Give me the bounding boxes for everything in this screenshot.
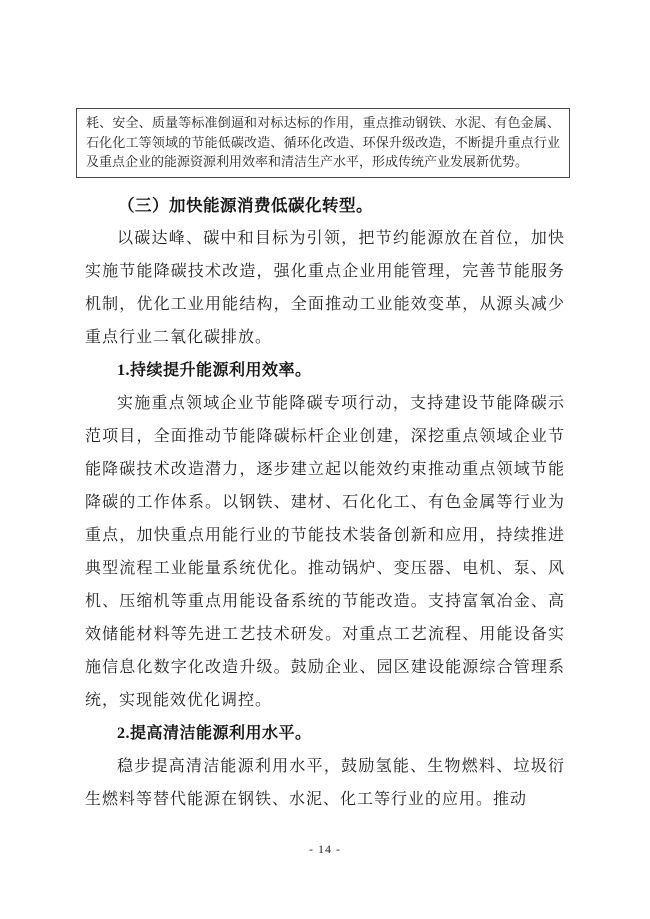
section-heading: （三）加快能源消费低碳化转型。 — [118, 195, 373, 215]
page-content — [85, 108, 565, 816]
subheading-1: 1.持续提升能源利用效率。 — [117, 361, 312, 379]
subheading-2: 2.提高清洁能源利用水平。 — [117, 724, 312, 742]
page-number: - 14 - — [309, 842, 341, 856]
callout-box — [76, 108, 570, 178]
paragraph: 实施重点领域企业节能降碳专项行动，支持建设节能降碳示范项目，全面推动节能降碳标杆企业创建，深挖重点领域企业节能降碳技术改造潜力，逐步建立起以能效约束推动重点领域节能降碳的工作体系。以钢铁、建材、石化化工、有色金属等行业为重点，加快重点用能行业的节能技术装备创新和应用，持续推进典型流程工业能量系统优化。推动锅炉、变压器、电机、泵、风机、压缩机等重点用能设备系统的节能改造。支持富氧冶金、高效储能材料等先进工艺技术研发。对重点工艺流程、用能设备实施信息化数字化改造升级。鼓励企业、园区建设能源综合管理系统，实现能效优化调控。 — [85, 394, 565, 709]
callout-box-text: 耗、安全、质量等标准倒逼和对标达标的作用，重点推动钢铁、水泥、有色金属、石化化工等领域的节能低碳改造、循环化改造、环保升级改造，不断提升重点行业及重点企业的能源资源利用效率和清洁生产水平，形成传统产业发展新优势。 — [86, 115, 560, 169]
paragraph: 以碳达峰、碳中和目标为引领，把节约能源放在首位，加快实施节能降碳技术改造，强化重点企业用能管理，完善节能服务机制，优化工业用能结构，全面推动工业能效变革，从源头减少重点行业二氧化碳排放。 — [85, 229, 565, 346]
paragraph: 稳步提高清洁能源利用水平，鼓励氢能、生物燃料、垃圾衍生燃料等替代能源在钢铁、水泥、化工等行业的应用。推动 — [85, 757, 565, 808]
